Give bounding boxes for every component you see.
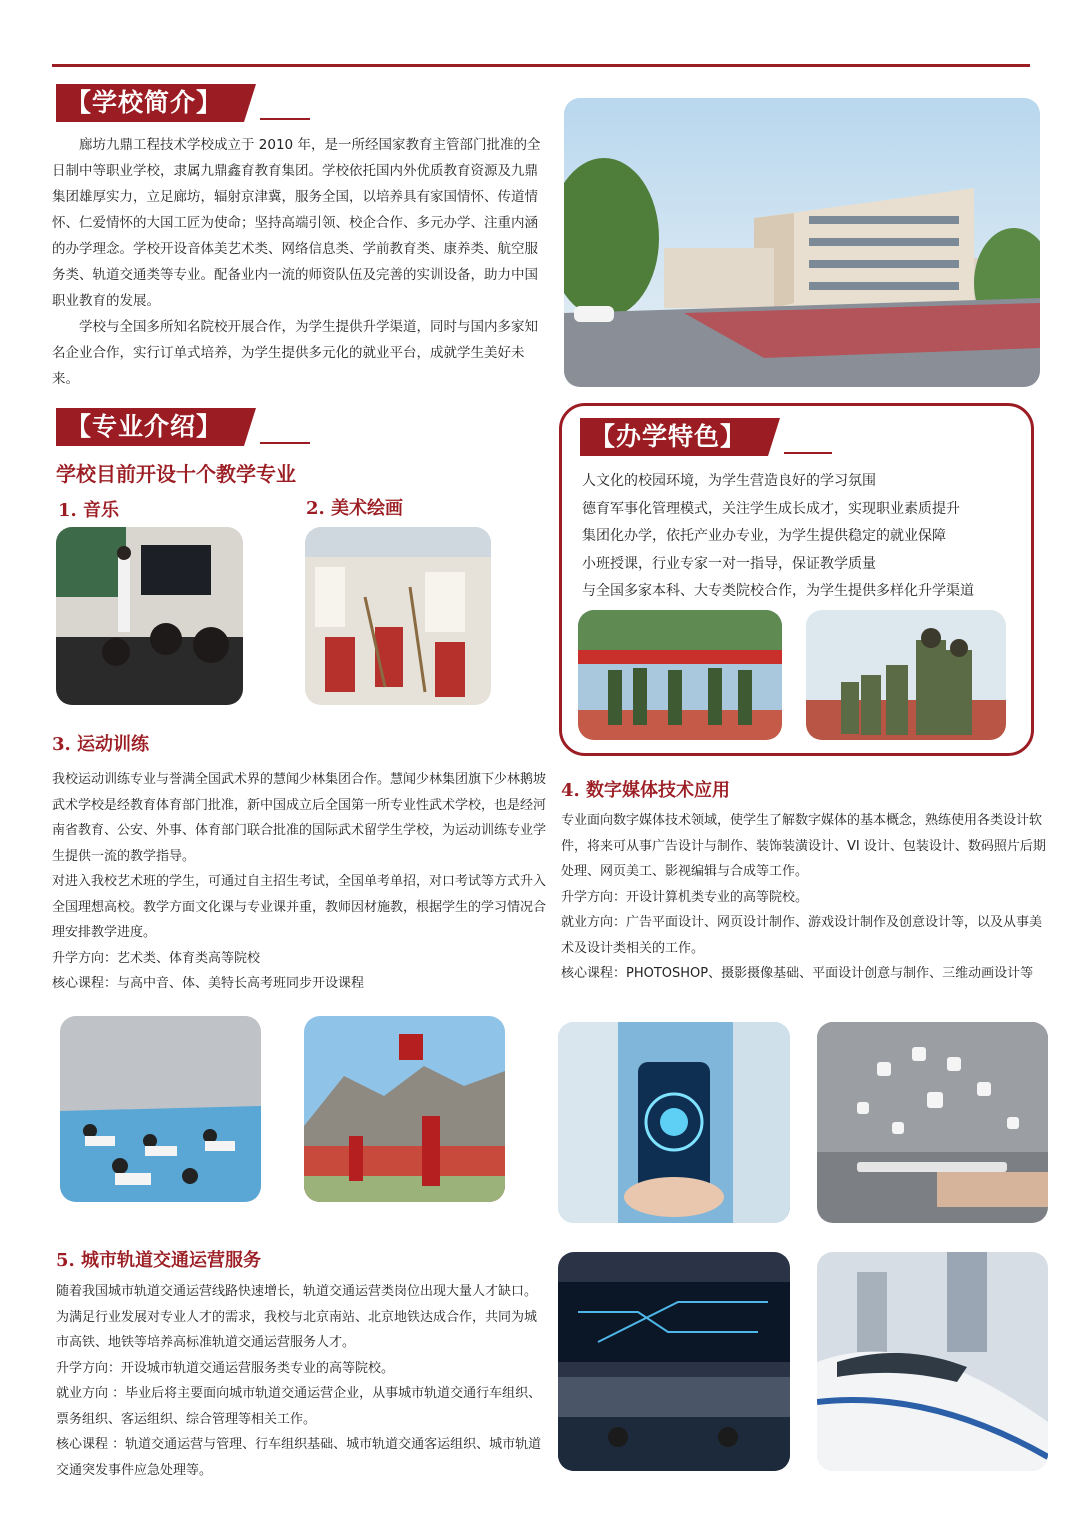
sports-line-3: 升学方向：艺术类、体育类高等院校 — [52, 950, 261, 966]
music-class-photo — [56, 527, 243, 705]
digital-line-3: 就业方向：广告平面设计、网页设计制作、游戏设计制作及创意设计等，以及从事美术及设计类相关的工作。 — [561, 915, 1043, 956]
digital-title: 4. 数字媒体技术应用 — [561, 780, 731, 801]
rail-text — [56, 1279, 548, 1483]
sports-text — [52, 767, 548, 997]
majors-heading-label: 【专业介绍】 — [56, 408, 244, 446]
intro-paragraph-1: 廊坊九鼎工程技术学校成立于 2010 年，是一所经国家教育主管部门批准的全日制中等职业学校，隶属九鼎鑫育教育集团。学校依托国内外优质教育资源及九鼎集团雄厚实力，立足廊坊，辐射京津冀，服务全国，以培养具有家国情怀、传道情怀、仁爱情怀的大国工匠为使命；坚持高端引领、校企合作、多元办学、注重内涵的办学理念。学校开设音体美艺术类、网络信息类、学前教育类、康养类、航空服务类、轨道交通类等专业。配备业内一流的师资队伍及完善的实训设备，助力中国职业教育的发展。 — [52, 137, 541, 309]
feature-item: 集团化办学，依托产业办专业，为学生提供稳定的就业保障 — [582, 528, 946, 544]
rail-line-3: 就业方向 ：毕业后将主要面向城市轨道交通运营企业，从事城市轨道交通行车组织、票务组织、客运组织、综合管理等相关工作。 — [56, 1386, 542, 1427]
campus-photo — [564, 98, 1040, 387]
feature-item: 德育军事化管理模式，关注学生成长成才，实现职业素质提升 — [582, 500, 960, 517]
art-title: 2. 美术绘画 — [306, 498, 404, 519]
rail-line-2: 升学方向：开设城市轨道交通运营服务类专业的高等院校。 — [56, 1360, 395, 1376]
features-heading-label: 【办学特色】 — [580, 418, 768, 456]
heading-rule — [260, 442, 310, 444]
digital-text — [561, 808, 1047, 987]
intro-paragraph-2: 学校与全国多所知名院校开展合作，为学生提供升学渠道，同时与国内多家知名企业合作，实行订单式培养，为学生提供多元化的就业平台，成就学生美好未来。 — [52, 319, 538, 387]
sports-line-4: 核心课程：与高中音、体、美特长高考班同步开设课程 — [52, 976, 365, 991]
intro-text — [52, 132, 548, 392]
digital-line-4: 核心课程：PHOTOSHOP、摄影摄像基础、平面设计创意与制作、三维动画设计等 — [561, 966, 1034, 981]
sports-title: 3. 运动训练 — [52, 734, 150, 755]
military-drill-photo — [578, 610, 782, 740]
feature-item: 小班授课，行业专家一对一指导，保证教学质量 — [582, 555, 876, 572]
rail-title: 5. 城市轨道交通运营服务 — [56, 1250, 262, 1271]
rail-line-4: 核心课程 ：轨道交通运营与管理、行车组织基础、城市轨道交通客运组织、城市轨道交通突发事件应急处理等。 — [56, 1437, 542, 1478]
features-list — [582, 468, 1022, 606]
smartphone-photo — [558, 1022, 790, 1223]
rail-line-1: 随着我国城市轨道交通运营线路快速增长，轨道交通运营类岗位出现大量人才缺口。为满足行业发展对专业人才的需求，我校与北京南站、北京地铁达成合作，共同为城市高铁、地铁等培养高标准轨道交通运营服务人才。 — [56, 1284, 538, 1350]
tablet-icons-photo — [817, 1022, 1048, 1223]
sports-line-1: 我校运动训练专业与誉满全国武术界的慧闻少林集团合作。慧闻少林集团旗下少林鹅坡武术学校是经教育体育部门批准，新中国成立后全国第一所专业性武术学校，也是经河南省教育、公安、外事、体育部门联合批准的国际武术留学生学校，为运动训练专业学生提供一流的教学指导。 — [52, 772, 547, 864]
stretching-photo — [60, 1016, 261, 1202]
feature-item: 人文化的校园环境，为学生营造良好的学习氛围 — [582, 473, 876, 489]
digital-line-1: 专业面向数字媒体技术领域，使学生了解数字媒体的基本概念，熟练使用各类设计软件，将来可从事广告设计与制作、装饰装潢设计、VI 设计、包装设计、数码照片后期处理、网页美工、影视编辑与合成等工作。 — [561, 813, 1046, 879]
feature-item: 与全国多家本科、大专类院校合作，为学生提供多样化升学渠道 — [582, 583, 974, 599]
digital-line-2: 升学方向：开设计算机类专业的高等院校。 — [561, 889, 809, 905]
majors-subtitle: 学校目前开设十个教学专业 — [56, 462, 296, 486]
art-class-photo — [305, 527, 491, 705]
music-title: 1. 音乐 — [58, 500, 120, 521]
top-rule — [52, 64, 1030, 67]
camouflage-training-photo — [806, 610, 1006, 740]
heading-rule — [784, 452, 832, 454]
control-room-photo — [558, 1252, 790, 1471]
sports-line-2: 对进入我校艺术班的学生，可通过自主招生考试，全国单考单招，对口考试等方式升入全国理想高校。教学方面文化课与专业课并重，教师因材施教，根据学生的学习情况合理安排教学进度。 — [52, 874, 547, 940]
features-heading — [580, 412, 832, 456]
high-speed-train-photo — [817, 1252, 1048, 1471]
martial-arts-photo — [304, 1016, 505, 1202]
majors-heading — [56, 402, 310, 446]
intro-heading — [56, 78, 310, 122]
heading-rule — [260, 118, 310, 120]
intro-heading-label: 【学校简介】 — [56, 84, 244, 122]
